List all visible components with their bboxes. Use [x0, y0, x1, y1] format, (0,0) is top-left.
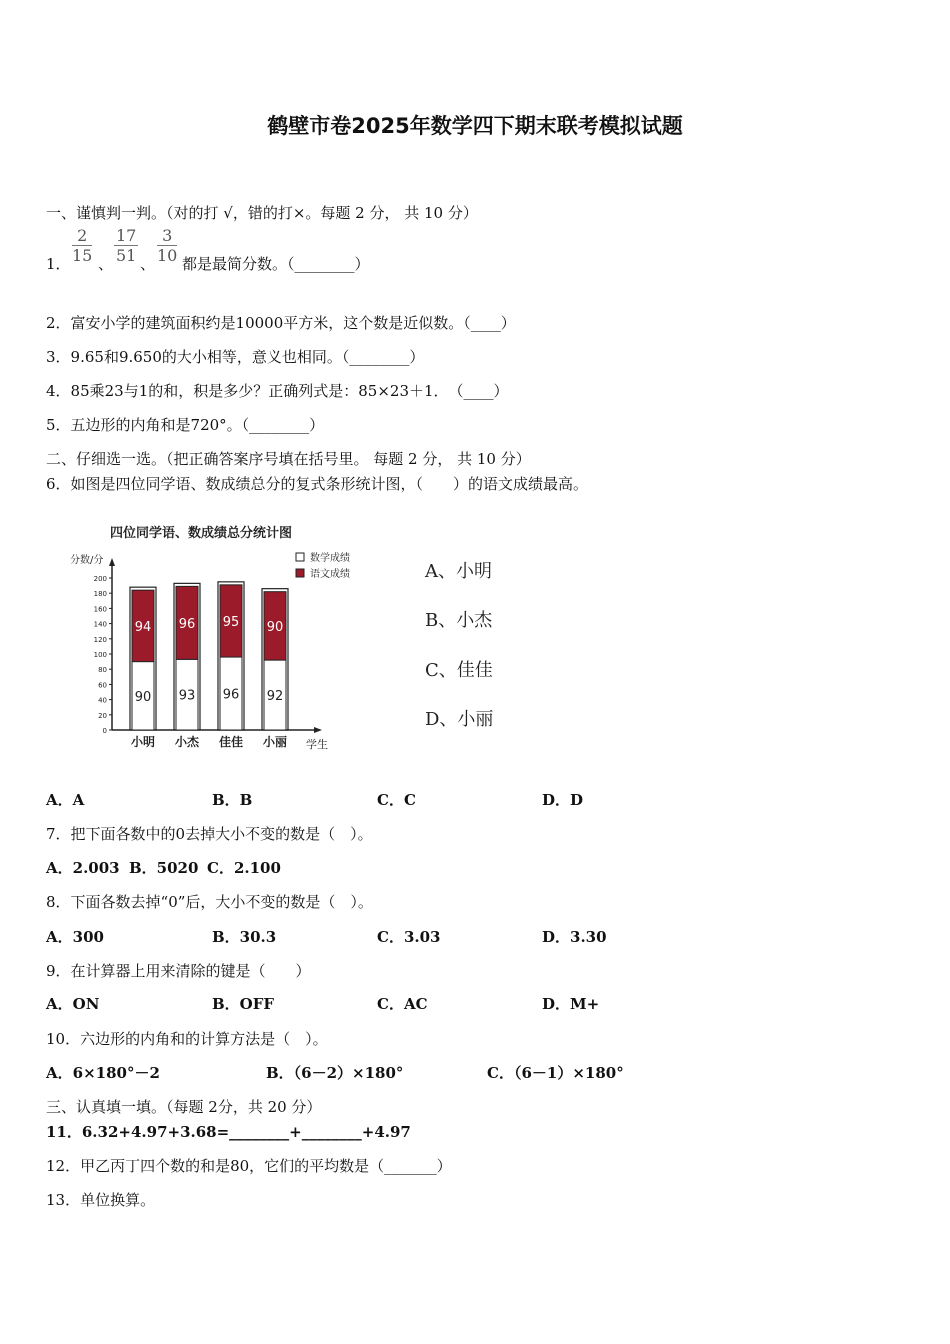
q1-sep-1: 、: [98, 255, 114, 273]
fraction-2: [114, 226, 138, 265]
fraction-1-denominator: 15: [72, 246, 93, 265]
fraction-3: [157, 226, 177, 265]
y-tick-label: 20: [98, 711, 107, 720]
q1-sep-2: 、: [140, 255, 156, 273]
q6-option-a[interactable]: A．A: [46, 791, 85, 809]
q8-option-c[interactable]: C．3.03: [377, 928, 441, 946]
question-13: 13．单位换算。: [46, 1191, 156, 1209]
page-title: 鹤壁市卷2025年数学四下期末联考模拟试题: [267, 114, 683, 138]
fraction-3-numerator: 3: [157, 226, 177, 246]
y-tick-label: 200: [93, 575, 107, 583]
y-tick-label: 40: [98, 696, 107, 705]
bar-chinese-label: 94: [134, 619, 152, 635]
question-3: 3．9.65和9.650的大小相等，意义也相同。（________）: [46, 348, 425, 366]
bar-math-label: 90: [134, 689, 152, 705]
question-11: 11．6.32+4.97+3.68=________+________+4.97: [46, 1123, 411, 1141]
question-8: 8．下面各数去掉“0”后，大小不变的数是（ ）。: [46, 893, 373, 911]
chart-y-axis-label: 分数/分: [70, 555, 104, 566]
chart-title: 四位同学语、数成绩总分统计图: [110, 526, 293, 541]
q9-option-c[interactable]: C．AC: [377, 995, 428, 1013]
question-4: 4．85乘23与1的和，积是多少？正确列式是：85×23＋1． （____）: [46, 382, 509, 400]
fraction-2-denominator: 51: [116, 246, 137, 265]
q10-option-a[interactable]: A．6×180°－2: [46, 1064, 160, 1082]
y-tick-label: 140: [93, 620, 107, 629]
q6-option-c[interactable]: C．C: [377, 791, 416, 809]
y-tick-label: 60: [98, 681, 107, 690]
question-5: 5．五边形的内角和是720°。（________）: [46, 416, 325, 434]
q7-option-b[interactable]: B．5020: [129, 859, 199, 877]
section-1-heading: 一、谨慎判一判。（对的打 √，错的打×。每题 2 分， 共 10 分）: [46, 204, 478, 222]
chart-option-c: C、佳佳: [425, 660, 493, 681]
q10-option-c[interactable]: C．（6－1）×180°: [487, 1064, 624, 1082]
q9-option-d[interactable]: D．M+: [542, 995, 600, 1013]
section-2-heading: 二、仔细选一选。（把正确答案序号填在括号里。 每题 2 分， 共 10 分）: [46, 450, 531, 468]
bar-math-label: 93: [178, 688, 196, 704]
q10-option-b[interactable]: B．（6－2）×180°: [266, 1064, 404, 1082]
q6-option-b[interactable]: B．B: [212, 791, 253, 809]
question-9: 9．在计算器上用来清除的键是（ ）: [46, 962, 311, 980]
chart-x-ticks: [131, 734, 287, 749]
y-tick-label: 120: [93, 635, 107, 644]
x-tick-label: 小杰: [174, 735, 200, 749]
x-tick-label: 小丽: [262, 735, 288, 749]
q7-option-c[interactable]: C．2.100: [207, 859, 281, 877]
y-tick-label: 100: [93, 651, 107, 659]
chart-bars: [130, 582, 288, 730]
bar-math-label: 92: [266, 689, 284, 705]
bar-chinese-label: 90: [266, 619, 284, 635]
y-tick-label: 0: [102, 727, 107, 735]
chart-option-a: A、小明: [425, 561, 492, 582]
chart-option-b: B、小杰: [425, 610, 493, 631]
x-tick-label: 佳佳: [218, 735, 244, 749]
q6-option-d[interactable]: D．D: [542, 791, 584, 809]
q8-option-a[interactable]: A．300: [46, 928, 104, 946]
question-10: 10．六边形的内角和的计算方法是（ ）。: [46, 1030, 328, 1048]
bar-math-label: 96: [222, 687, 240, 703]
q8-option-d[interactable]: D．3.30: [542, 928, 607, 946]
q9-option-a[interactable]: A．ON: [46, 995, 100, 1013]
question-2: 2．富安小学的建筑面积约是10000平方米，这个数是近似数。（____）: [46, 314, 516, 332]
question-6: 6．如图是四位同学语、数成绩总分的复式条形统计图，（ ）的语文成绩最高。: [46, 475, 589, 493]
chart-x-axis-arrow: [314, 727, 322, 733]
bar-chart: [60, 515, 360, 760]
question-12: 12．甲乙丙丁四个数的和是80，它们的平均数是（_______）: [46, 1157, 452, 1175]
q8-option-b[interactable]: B．30.3: [212, 928, 277, 946]
y-tick-label: 180: [93, 590, 107, 599]
chart-x-axis-label: 学生: [306, 738, 328, 751]
q7-option-a[interactable]: A．2.003: [46, 859, 120, 877]
y-tick-label: 80: [98, 666, 107, 675]
legend-label: 数学成绩: [310, 553, 350, 564]
chart-option-d: D、小丽: [425, 709, 494, 730]
fraction-1: [72, 226, 92, 265]
chart-y-axis-arrow: [109, 558, 115, 566]
legend-label: 语文成绩: [310, 569, 350, 580]
fraction-3-denominator: 10: [157, 246, 178, 265]
legend-swatch: [296, 569, 304, 577]
fraction-2-numerator: 17: [116, 226, 137, 245]
bar-chinese-label: 95: [222, 614, 240, 630]
section-3-heading: 三、认真填一填。（每题 2分，共 20 分）: [46, 1098, 322, 1116]
x-tick-label: 小明: [130, 735, 156, 749]
q1-prefix: 1．: [46, 255, 71, 273]
q1-suffix: 都是最简分数。（________）: [182, 255, 370, 273]
chart-legend: [296, 551, 350, 580]
fraction-1-numerator: 2: [72, 226, 92, 246]
question-7: 7．把下面各数中的0去掉大小不变的数是（ ）。: [46, 825, 373, 843]
chart-y-ticks: [94, 575, 112, 735]
q9-option-b[interactable]: B．OFF: [212, 995, 275, 1013]
bar-chinese-label: 96: [178, 616, 196, 632]
y-tick-label: 160: [93, 605, 107, 614]
legend-swatch: [296, 553, 304, 561]
